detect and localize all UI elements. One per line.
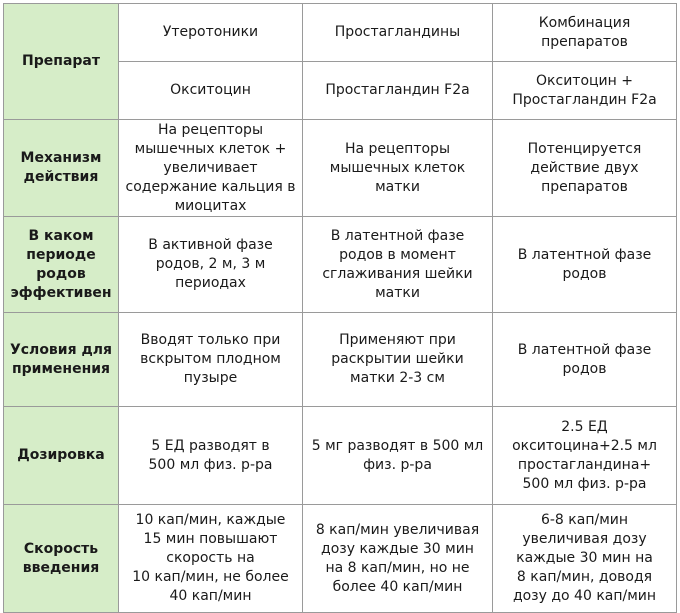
- table-cell: В латентной фазе родов: [493, 217, 677, 313]
- col-header-uterotonics: Утеротоники: [119, 4, 303, 62]
- table-cell: 8 кап/мин увеличивая дозу каждые 30 мин на 8 кап/мин, но не более 40 кап/мин: [303, 505, 493, 613]
- table-cell: 10 кап/мин, каждые 15 мин повышают скорость на 10 кап/мин, не более 40 кап/мин: [119, 505, 303, 613]
- drug-name-combination: Окситоцин + Простагландин F2a: [493, 62, 677, 120]
- table-cell: Вводят только при вскрытом плодном пузыре: [119, 313, 303, 407]
- table-cell: 2.5 ЕД окситоцина+2.5 мл простагландина+ 500 мл физ. р-ра: [493, 407, 677, 505]
- row-header-mechanism: Механизм действия: [4, 120, 119, 217]
- table-row-mechanism: [4, 120, 677, 217]
- row-header-preparation: Препарат: [4, 4, 119, 120]
- table-cell: 5 ЕД разводят в 500 мл физ. р-ра: [119, 407, 303, 505]
- table-cell: В латентной фазе родов в момент сглаживания шейки матки: [303, 217, 493, 313]
- row-header-rate: Скорость введения: [4, 505, 119, 613]
- table-cell: 6-8 кап/мин увеличивая дозу каждые 30 мин на 8 кап/мин, доводя дозу до 40 кап/мин: [493, 505, 677, 613]
- table-row-group-header: [4, 4, 677, 62]
- row-header-dosage: Дозировка: [4, 407, 119, 505]
- drug-comparison-table: [3, 3, 677, 613]
- table-cell: На рецепторы мышечных клеток матки: [303, 120, 493, 217]
- table-row-rate: [4, 505, 677, 613]
- table-row-conditions: [4, 313, 677, 407]
- table-cell: 5 мг разводят в 500 мл физ. р-ра: [303, 407, 493, 505]
- comparison-table-container: [3, 3, 677, 613]
- table-cell: В активной фазе родов, 2 м, 3 м периодах: [119, 217, 303, 313]
- table-row-effective-period: [4, 217, 677, 313]
- row-header-effective-period: В каком периоде родов эффективен: [4, 217, 119, 313]
- table-cell: На рецепторы мышечных клеток + увеличивает содержание кальция в миоцитах: [119, 120, 303, 217]
- drug-name-prostaglandin: Простагландин F2a: [303, 62, 493, 120]
- table-cell: Применяют при раскрытии шейки матки 2-3 см: [303, 313, 493, 407]
- table-cell: Потенцируется действие двух препаратов: [493, 120, 677, 217]
- table-cell: В латентной фазе родов: [493, 313, 677, 407]
- row-header-conditions: Условия для применения: [4, 313, 119, 407]
- col-header-combination: Комбинация препаратов: [493, 4, 677, 62]
- col-header-prostaglandins: Простагландины: [303, 4, 493, 62]
- table-row-dosage: [4, 407, 677, 505]
- drug-name-oxytocin: Окситоцин: [119, 62, 303, 120]
